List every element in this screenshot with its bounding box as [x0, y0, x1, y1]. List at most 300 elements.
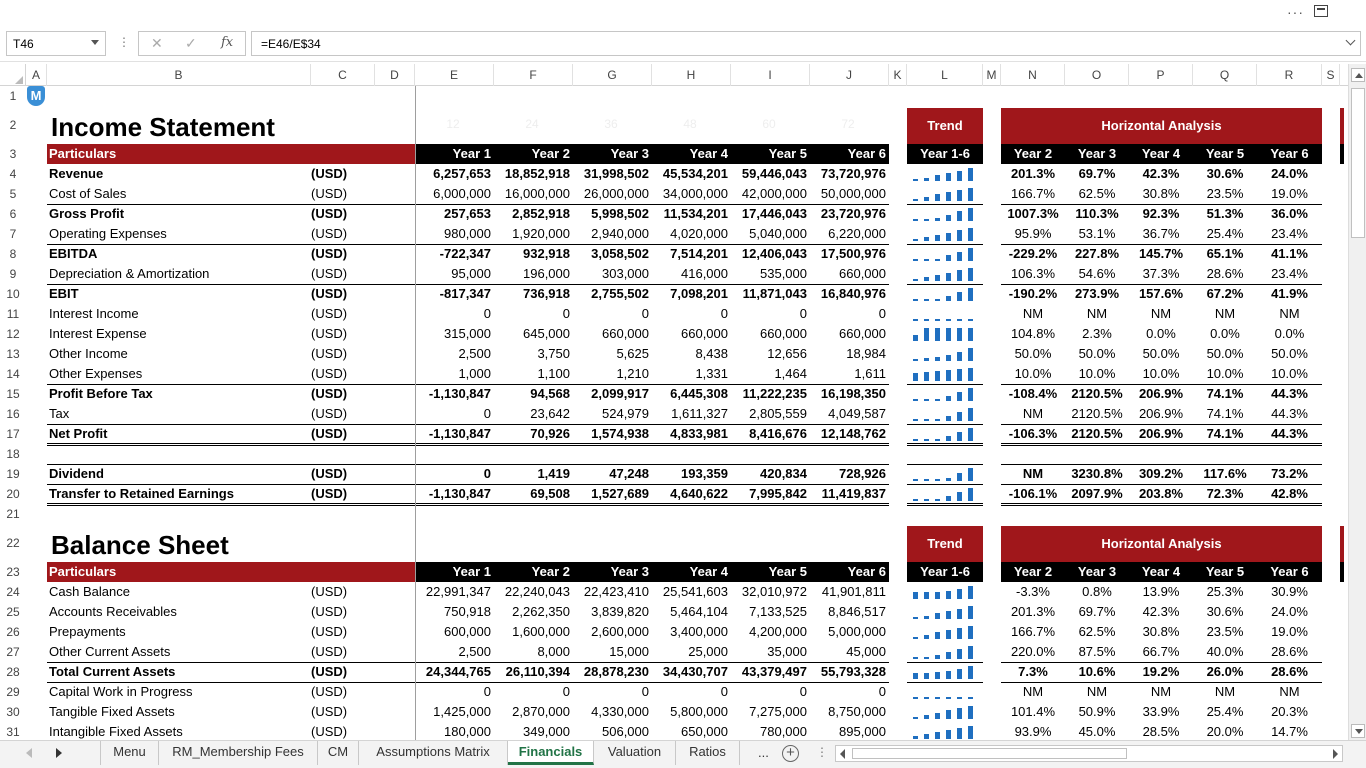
- balance-value-row-29-y3[interactable]: 0: [641, 684, 649, 699]
- balance-value-row-25-y3[interactable]: 3,839,820: [591, 604, 649, 619]
- income-value-row-19-y3[interactable]: 47,248: [609, 466, 649, 481]
- row-header-11[interactable]: 11: [6, 307, 20, 321]
- income-value-row-6-y3[interactable]: 5,998,502: [591, 206, 649, 221]
- balance-ha-row-31-4[interactable]: 28.5%: [1142, 724, 1180, 739]
- balance-value-row-29-y5[interactable]: 0: [799, 684, 807, 699]
- row-header-27[interactable]: 27: [6, 645, 20, 659]
- income-value-row-20-y3[interactable]: 1,527,689: [591, 486, 649, 501]
- balance-ha-row-27-3[interactable]: 87.5%: [1078, 644, 1116, 659]
- balance-label-row-27[interactable]: Other Current Assets: [49, 644, 171, 659]
- income-value-row-7-y3[interactable]: 2,940,000: [591, 226, 649, 241]
- balance-year-2[interactable]: Year 2: [531, 564, 570, 579]
- balance-unit-row-26[interactable]: (USD): [311, 624, 348, 639]
- sheet-tab-financials[interactable]: Financials: [508, 741, 594, 765]
- income-ha-row-4-2[interactable]: 201.3%: [1010, 166, 1056, 181]
- row-header-20[interactable]: 20: [6, 487, 20, 501]
- income-value-row-17-y1[interactable]: -1,130,847: [428, 426, 491, 441]
- income-label-row-12[interactable]: Interest Expense: [49, 326, 147, 341]
- income-ha-row-8-6[interactable]: 41.1%: [1271, 246, 1308, 261]
- balance-ha-row-28-6[interactable]: 28.6%: [1271, 664, 1308, 679]
- income-value-row-9-y5[interactable]: 535,000: [760, 266, 807, 281]
- income-ha-row-9-4[interactable]: 37.3%: [1142, 266, 1180, 281]
- income-ha-row-20-5[interactable]: 72.3%: [1206, 486, 1244, 501]
- income-value-row-7-y2[interactable]: 1,920,000: [512, 226, 570, 241]
- income-value-row-16-y6[interactable]: 4,049,587: [828, 406, 886, 421]
- income-ha-row-20-2[interactable]: -106.1%: [1008, 486, 1058, 501]
- income-value-row-6-y4[interactable]: 11,534,201: [663, 206, 728, 221]
- income-value-row-4-y2[interactable]: 18,852,918: [504, 166, 570, 181]
- income-ha-row-14-3[interactable]: 10.0%: [1078, 366, 1116, 381]
- income-ha-row-14-4[interactable]: 10.0%: [1142, 366, 1180, 381]
- income-ha-row-20-3[interactable]: 2097.9%: [1071, 486, 1123, 501]
- balance-value-row-31-y3[interactable]: 506,000: [602, 724, 649, 739]
- balance-ha-row-29-2[interactable]: NM: [1022, 684, 1044, 699]
- income-ha-row-11-2[interactable]: NM: [1022, 306, 1044, 321]
- income-label-row-17[interactable]: Net Profit: [49, 426, 108, 441]
- income-unit-row-13[interactable]: (USD): [311, 346, 348, 361]
- income-unit-row-17[interactable]: (USD): [311, 426, 348, 441]
- income-value-row-20-y6[interactable]: 11,419,837: [821, 486, 886, 501]
- balance-value-row-30-y4[interactable]: 5,800,000: [670, 704, 728, 719]
- balance-value-row-24-y1[interactable]: 22,991,347: [425, 584, 491, 599]
- income-value-row-5-y5[interactable]: 42,000,000: [741, 186, 807, 201]
- income-ha-row-11-5[interactable]: NM: [1214, 306, 1236, 321]
- balance-value-row-25-y4[interactable]: 5,464,104: [670, 604, 728, 619]
- income-value-row-10-y1[interactable]: -817,347: [439, 286, 491, 301]
- income-ha-row-6-2[interactable]: 1007.3%: [1007, 206, 1059, 221]
- income-ha-row-20-4[interactable]: 203.8%: [1138, 486, 1184, 501]
- row-header-19[interactable]: 19: [6, 467, 20, 481]
- income-year-5[interactable]: Year 5: [768, 146, 807, 161]
- balance-value-row-30-y1[interactable]: 1,425,000: [433, 704, 491, 719]
- balance-value-row-31-y1[interactable]: 180,000: [444, 724, 491, 739]
- balance-value-row-26-y6[interactable]: 5,000,000: [828, 624, 886, 639]
- income-label-row-4[interactable]: Revenue: [49, 166, 104, 181]
- column-header-g[interactable]: G: [573, 64, 652, 86]
- column-header-d[interactable]: D: [375, 64, 415, 86]
- income-value-row-10-y6[interactable]: 16,840,976: [820, 286, 886, 301]
- income-value-row-6-y6[interactable]: 23,720,976: [820, 206, 886, 221]
- income-ha-row-12-5[interactable]: 0.0%: [1210, 326, 1240, 341]
- balance-year-4[interactable]: Year 4: [689, 564, 728, 579]
- balance-value-row-24-y5[interactable]: 32,010,972: [741, 584, 807, 599]
- income-value-row-7-y5[interactable]: 5,040,000: [749, 226, 807, 241]
- income-ha-row-15-4[interactable]: 206.9%: [1138, 386, 1184, 401]
- income-ha-row-14-5[interactable]: 10.0%: [1206, 366, 1244, 381]
- cells-layer[interactable]: [0, 64, 1348, 740]
- sheet-tab-rm-membership-fees[interactable]: RM_Membership Fees: [159, 741, 318, 765]
- income-ha-row-17-5[interactable]: 74.1%: [1206, 426, 1244, 441]
- income-label-row-20[interactable]: Transfer to Retained Earnings: [49, 486, 234, 501]
- balance-unit-row-25[interactable]: (USD): [311, 604, 348, 619]
- income-value-row-19-y2[interactable]: 1,419: [537, 466, 570, 481]
- expand-formula-icon[interactable]: [1346, 36, 1356, 46]
- balance-ha-row-26-2[interactable]: 166.7%: [1010, 624, 1056, 639]
- income-value-row-15-y3[interactable]: 2,099,917: [591, 386, 649, 401]
- balance-value-row-31-y2[interactable]: 349,000: [523, 724, 570, 739]
- balance-value-row-30-y3[interactable]: 4,330,000: [591, 704, 649, 719]
- income-ha-year-5[interactable]: Year 5: [1205, 146, 1245, 161]
- name-box[interactable]: [6, 31, 106, 56]
- income-ha-row-10-6[interactable]: 41.9%: [1271, 286, 1308, 301]
- income-value-row-7-y4[interactable]: 4,020,000: [670, 226, 728, 241]
- income-ha-row-20-6[interactable]: 42.8%: [1271, 486, 1308, 501]
- ribbon-display-icon[interactable]: [1314, 5, 1328, 17]
- income-value-row-10-y5[interactable]: 11,871,043: [742, 286, 807, 301]
- income-ha-row-13-5[interactable]: 50.0%: [1206, 346, 1244, 361]
- balance-ha-row-27-4[interactable]: 66.7%: [1142, 644, 1180, 659]
- balance-ha-row-30-3[interactable]: 50.9%: [1078, 704, 1116, 719]
- income-label-row-6[interactable]: Gross Profit: [49, 206, 125, 221]
- income-unit-row-4[interactable]: (USD): [311, 166, 348, 181]
- balance-value-row-27-y4[interactable]: 25,000: [688, 644, 728, 659]
- next-sheet-icon[interactable]: [56, 748, 62, 758]
- income-ha-row-9-5[interactable]: 28.6%: [1206, 266, 1244, 281]
- income-value-row-13-y4[interactable]: 8,438: [695, 346, 728, 361]
- income-value-row-14-y6[interactable]: 1,611: [854, 366, 886, 381]
- income-value-row-20-y2[interactable]: 69,508: [530, 486, 570, 501]
- income-value-row-17-y4[interactable]: 4,833,981: [670, 426, 728, 441]
- income-value-row-9-y1[interactable]: 95,000: [451, 266, 491, 281]
- column-header-k[interactable]: K: [889, 64, 907, 86]
- income-label-row-15[interactable]: Profit Before Tax: [49, 386, 153, 401]
- add-sheet-icon[interactable]: +: [782, 745, 799, 762]
- row-header-9[interactable]: 9: [9, 267, 17, 281]
- scroll-right-icon[interactable]: [1333, 749, 1338, 759]
- income-ha-row-8-5[interactable]: 65.1%: [1206, 246, 1244, 261]
- income-ha-row-12-4[interactable]: 0.0%: [1146, 326, 1176, 341]
- row-header-13[interactable]: 13: [6, 347, 20, 361]
- income-value-row-16-y3[interactable]: 524,979: [602, 406, 649, 421]
- income-ha-row-19-4[interactable]: 309.2%: [1138, 466, 1184, 481]
- income-value-row-19-y6[interactable]: 728,926: [839, 466, 886, 481]
- row-header-16[interactable]: 16: [6, 407, 20, 421]
- income-value-row-16-y1[interactable]: 0: [483, 406, 491, 421]
- row-header-24[interactable]: 24: [6, 585, 20, 599]
- income-ha-row-13-4[interactable]: 50.0%: [1142, 346, 1180, 361]
- balance-year-6[interactable]: Year 6: [847, 564, 886, 579]
- balance-value-row-31-y5[interactable]: 780,000: [760, 724, 807, 739]
- income-unit-row-16[interactable]: (USD): [311, 406, 348, 421]
- income-ha-row-9-2[interactable]: 106.3%: [1010, 266, 1056, 281]
- balance-value-row-25-y6[interactable]: 8,846,517: [828, 604, 886, 619]
- column-header-s[interactable]: S: [1322, 64, 1340, 86]
- income-label-row-16[interactable]: Tax: [49, 406, 70, 421]
- income-unit-row-11[interactable]: (USD): [311, 306, 348, 321]
- cancel-icon[interactable]: ✕: [151, 35, 163, 51]
- balance-ha-row-31-3[interactable]: 45.0%: [1078, 724, 1116, 739]
- balance-value-row-26-y5[interactable]: 4,200,000: [749, 624, 807, 639]
- income-value-row-15-y6[interactable]: 16,198,350: [820, 386, 886, 401]
- income-value-row-12-y5[interactable]: 660,000: [760, 326, 807, 341]
- income-ha-row-19-6[interactable]: 73.2%: [1271, 466, 1308, 481]
- row-header-1[interactable]: 1: [9, 89, 17, 103]
- column-header-l[interactable]: L: [907, 64, 983, 86]
- income-ha-row-13-3[interactable]: 50.0%: [1078, 346, 1116, 361]
- row-header-28[interactable]: 28: [6, 665, 20, 679]
- income-ha-row-5-4[interactable]: 30.8%: [1142, 186, 1180, 201]
- income-value-row-6-y1[interactable]: 257,653: [444, 206, 491, 221]
- income-ha-row-19-5[interactable]: 117.6%: [1203, 466, 1247, 481]
- balance-unit-row-29[interactable]: (USD): [311, 684, 348, 699]
- income-title[interactable]: Income Statement: [51, 112, 275, 142]
- income-label-row-9[interactable]: Depreciation & Amortization: [49, 266, 210, 281]
- insert-function-icon[interactable]: fx: [221, 35, 234, 50]
- faint-period-72[interactable]: 72: [841, 117, 855, 131]
- income-value-row-11-y2[interactable]: 0: [562, 306, 570, 321]
- balance-unit-row-27[interactable]: (USD): [311, 644, 348, 659]
- balance-ha-row-27-2[interactable]: 220.0%: [1010, 644, 1056, 659]
- income-value-row-4-y6[interactable]: 73,720,976: [820, 166, 886, 181]
- income-ha-row-6-4[interactable]: 92.3%: [1142, 206, 1180, 221]
- faint-period-60[interactable]: 60: [762, 117, 776, 131]
- income-ha-row-4-3[interactable]: 69.7%: [1078, 166, 1116, 181]
- column-header-f[interactable]: F: [494, 64, 573, 86]
- income-value-row-11-y1[interactable]: 0: [483, 306, 491, 321]
- balance-ha-row-31-5[interactable]: 20.0%: [1206, 724, 1244, 739]
- balance-value-row-25-y1[interactable]: 750,918: [444, 604, 491, 619]
- tab-splitter-icon[interactable]: ⋮: [816, 745, 828, 759]
- row-header-18[interactable]: 18: [6, 447, 20, 461]
- balance-ha-row-25-4[interactable]: 42.3%: [1142, 604, 1180, 619]
- income-value-row-14-y1[interactable]: 1,000: [458, 366, 491, 381]
- income-ha-row-13-2[interactable]: 50.0%: [1014, 346, 1052, 361]
- income-ha-row-10-3[interactable]: 273.9%: [1074, 286, 1120, 301]
- income-label-row-14[interactable]: Other Expenses: [49, 366, 143, 381]
- balance-ha-row-28-2[interactable]: 7.3%: [1018, 664, 1048, 679]
- row-header-12[interactable]: 12: [6, 327, 20, 341]
- income-unit-row-14[interactable]: (USD): [311, 366, 348, 381]
- balance-unit-row-30[interactable]: (USD): [311, 704, 348, 719]
- income-value-row-16-y2[interactable]: 23,642: [530, 406, 570, 421]
- balance-ha-year-6[interactable]: Year 6: [1270, 564, 1309, 579]
- balance-value-row-30-y6[interactable]: 8,750,000: [828, 704, 886, 719]
- balance-unit-row-28[interactable]: (USD): [311, 664, 348, 679]
- balance-ha-row-30-5[interactable]: 25.4%: [1206, 704, 1244, 719]
- income-value-row-14-y2[interactable]: 1,100: [537, 366, 570, 381]
- income-ha-row-8-3[interactable]: 227.8%: [1074, 246, 1120, 261]
- balance-ha-row-24-5[interactable]: 25.3%: [1206, 584, 1244, 599]
- income-value-row-11-y6[interactable]: 0: [878, 306, 886, 321]
- column-header-e[interactable]: E: [415, 64, 494, 86]
- balance-label-row-30[interactable]: Tangible Fixed Assets: [49, 704, 175, 719]
- balance-ha-row-25-3[interactable]: 69.7%: [1078, 604, 1116, 619]
- income-label-row-5[interactable]: Cost of Sales: [49, 186, 127, 201]
- horizontal-scrollbar[interactable]: [835, 745, 1343, 762]
- row-header-23[interactable]: 23: [6, 565, 20, 579]
- balance-unit-row-31[interactable]: (USD): [311, 724, 348, 739]
- income-ha-year-6[interactable]: Year 6: [1270, 146, 1309, 161]
- prev-sheet-icon[interactable]: [26, 748, 32, 758]
- row-header-31[interactable]: 31: [6, 725, 20, 739]
- scroll-left-icon[interactable]: [840, 749, 845, 759]
- balance-unit-row-24[interactable]: (USD): [311, 584, 348, 599]
- income-value-row-17-y6[interactable]: 12,148,762: [820, 426, 886, 441]
- income-ha-row-7-5[interactable]: 25.4%: [1206, 226, 1244, 241]
- income-ha-year-2[interactable]: Year 2: [1013, 146, 1053, 161]
- balance-ha-row-28-4[interactable]: 19.2%: [1142, 664, 1180, 679]
- income-ha-year-4[interactable]: Year 4: [1141, 146, 1181, 161]
- scroll-up-icon[interactable]: [1351, 68, 1365, 82]
- income-label-row-13[interactable]: Other Income: [49, 346, 128, 361]
- income-ha-row-4-4[interactable]: 42.3%: [1142, 166, 1180, 181]
- income-value-row-19-y4[interactable]: 193,359: [681, 466, 728, 481]
- income-value-row-6-y2[interactable]: 2,852,918: [512, 206, 570, 221]
- income-ha-row-15-6[interactable]: 44.3%: [1271, 386, 1308, 401]
- vertical-scroll-thumb[interactable]: [1351, 88, 1365, 238]
- scroll-down-icon[interactable]: [1351, 724, 1365, 738]
- income-value-row-11-y4[interactable]: 0: [720, 306, 728, 321]
- income-ha-row-5-5[interactable]: 23.5%: [1206, 186, 1244, 201]
- enter-icon[interactable]: ✓: [185, 35, 197, 51]
- balance-value-row-24-y4[interactable]: 25,541,603: [662, 584, 728, 599]
- balance-value-row-30-y2[interactable]: 2,870,000: [512, 704, 570, 719]
- income-label-row-8[interactable]: EBITDA: [49, 246, 98, 261]
- balance-year-5[interactable]: Year 5: [768, 564, 807, 579]
- income-value-row-13-y6[interactable]: 18,984: [846, 346, 886, 361]
- income-ha-row-19-2[interactable]: NM: [1022, 466, 1044, 481]
- row-header-14[interactable]: 14: [6, 367, 20, 381]
- balance-ha-row-24-3[interactable]: 0.8%: [1082, 584, 1112, 599]
- income-ha-row-17-4[interactable]: 206.9%: [1138, 426, 1184, 441]
- balance-ha-row-25-5[interactable]: 30.6%: [1206, 604, 1244, 619]
- income-value-row-5-y6[interactable]: 50,000,000: [820, 186, 886, 201]
- income-label-row-10[interactable]: EBIT: [49, 286, 79, 301]
- column-header-a[interactable]: A: [26, 64, 47, 86]
- balance-value-row-25-y5[interactable]: 7,133,525: [749, 604, 807, 619]
- balance-value-row-28-y5[interactable]: 43,379,497: [741, 664, 807, 679]
- balance-value-row-27-y3[interactable]: 15,000: [609, 644, 649, 659]
- balance-year-1[interactable]: Year 1: [452, 564, 491, 579]
- income-ha-row-16-6[interactable]: 44.3%: [1271, 406, 1308, 421]
- row-header-17[interactable]: 17: [6, 427, 20, 441]
- balance-value-row-27-y1[interactable]: 2,500: [458, 644, 491, 659]
- income-ha-row-5-6[interactable]: 19.0%: [1271, 186, 1308, 201]
- row-header-25[interactable]: 25: [6, 605, 20, 619]
- income-value-row-9-y6[interactable]: 660,000: [839, 266, 886, 281]
- row-header-21[interactable]: 21: [6, 507, 20, 521]
- income-value-row-8-y2[interactable]: 932,918: [523, 246, 570, 261]
- income-label-row-19[interactable]: Dividend: [49, 466, 104, 481]
- sheet-tab-cm[interactable]: CM: [318, 741, 359, 765]
- balance-ha-year-5[interactable]: Year 5: [1205, 564, 1245, 579]
- income-year-3[interactable]: Year 3: [610, 146, 649, 161]
- income-unit-row-7[interactable]: (USD): [311, 226, 348, 241]
- income-ha-row-8-2[interactable]: -229.2%: [1008, 246, 1058, 261]
- balance-ha-row-25-2[interactable]: 201.3%: [1010, 604, 1056, 619]
- income-value-row-8-y1[interactable]: -722,347: [439, 246, 491, 261]
- income-value-row-15-y4[interactable]: 6,445,308: [670, 386, 728, 401]
- income-unit-row-9[interactable]: (USD): [311, 266, 348, 281]
- row-header-30[interactable]: 30: [6, 705, 20, 719]
- column-header-q[interactable]: Q: [1193, 64, 1257, 86]
- balance-ha-year-3[interactable]: Year 3: [1077, 564, 1117, 579]
- income-value-row-10-y3[interactable]: 2,755,502: [591, 286, 649, 301]
- income-unit-row-12[interactable]: (USD): [311, 326, 348, 341]
- column-header-o[interactable]: O: [1065, 64, 1129, 86]
- income-value-row-14-y3[interactable]: 1,210: [616, 366, 649, 381]
- income-ha-row-16-4[interactable]: 206.9%: [1138, 406, 1184, 421]
- income-value-row-8-y3[interactable]: 3,058,502: [591, 246, 649, 261]
- income-ha-row-14-2[interactable]: 10.0%: [1014, 366, 1052, 381]
- income-value-row-14-y5[interactable]: 1,464: [774, 366, 807, 381]
- balance-ha-row-31-2[interactable]: 93.9%: [1014, 724, 1052, 739]
- income-ha-row-16-5[interactable]: 74.1%: [1206, 406, 1244, 421]
- balance-value-row-24-y3[interactable]: 22,423,410: [583, 584, 649, 599]
- balance-value-row-29-y1[interactable]: 0: [483, 684, 491, 699]
- income-ha-row-7-4[interactable]: 36.7%: [1142, 226, 1180, 241]
- faint-period-12[interactable]: 12: [446, 117, 460, 131]
- balance-value-row-29-y6[interactable]: 0: [878, 684, 886, 699]
- balance-value-row-27-y2[interactable]: 8,000: [537, 644, 570, 659]
- faint-period-48[interactable]: 48: [683, 117, 697, 131]
- income-value-row-5-y1[interactable]: 6,000,000: [433, 186, 491, 201]
- income-year-1[interactable]: Year 1: [452, 146, 491, 161]
- row-header-7[interactable]: 7: [9, 227, 17, 241]
- income-ha-row-7-6[interactable]: 23.4%: [1271, 226, 1308, 241]
- balance-value-row-27-y5[interactable]: 35,000: [767, 644, 807, 659]
- income-unit-row-15[interactable]: (USD): [311, 386, 348, 401]
- faint-period-24[interactable]: 24: [525, 117, 539, 131]
- income-value-row-4-y4[interactable]: 45,534,201: [662, 166, 728, 181]
- column-header-j[interactable]: J: [810, 64, 889, 86]
- income-ha-row-15-2[interactable]: -108.4%: [1008, 386, 1058, 401]
- row-header-26[interactable]: 26: [6, 625, 20, 639]
- income-ha-row-7-3[interactable]: 53.1%: [1078, 226, 1116, 241]
- income-value-row-9-y4[interactable]: 416,000: [681, 266, 728, 281]
- balance-value-row-24-y2[interactable]: 22,240,043: [504, 584, 570, 599]
- income-ha-row-8-4[interactable]: 145.7%: [1138, 246, 1184, 261]
- income-ha-row-5-3[interactable]: 62.5%: [1078, 186, 1116, 201]
- balance-value-row-26-y4[interactable]: 3,400,000: [670, 624, 728, 639]
- income-ha-row-4-6[interactable]: 24.0%: [1271, 166, 1308, 181]
- income-value-row-17-y3[interactable]: 1,574,938: [591, 426, 649, 441]
- balance-ha-row-29-6[interactable]: NM: [1279, 684, 1300, 699]
- row-header-3[interactable]: 3: [9, 147, 17, 161]
- income-value-row-14-y4[interactable]: 1,331: [695, 366, 728, 381]
- income-value-row-15-y1[interactable]: -1,130,847: [428, 386, 491, 401]
- income-value-row-6-y5[interactable]: 17,446,043: [741, 206, 807, 221]
- balance-ha-row-24-6[interactable]: 30.9%: [1271, 584, 1308, 599]
- income-value-row-8-y5[interactable]: 12,406,043: [741, 246, 807, 261]
- balance-value-row-30-y5[interactable]: 7,275,000: [749, 704, 807, 719]
- income-ha-row-14-6[interactable]: 10.0%: [1271, 366, 1308, 381]
- more-sheets[interactable]: ...: [758, 745, 769, 760]
- income-value-row-19-y5[interactable]: 420,834: [760, 466, 807, 481]
- column-header-c[interactable]: C: [311, 64, 375, 86]
- balance-ha-row-27-6[interactable]: 28.6%: [1271, 644, 1308, 659]
- balance-value-row-29-y2[interactable]: 0: [562, 684, 570, 699]
- income-ha-row-11-3[interactable]: NM: [1086, 306, 1108, 321]
- income-value-row-12-y1[interactable]: 315,000: [444, 326, 491, 341]
- balance-ha-row-25-6[interactable]: 24.0%: [1271, 604, 1308, 619]
- balance-title[interactable]: Balance Sheet: [51, 530, 229, 560]
- balance-label-row-31[interactable]: Intangible Fixed Assets: [49, 724, 183, 739]
- sheet-tab-valuation[interactable]: Valuation: [594, 741, 676, 765]
- row-header-15[interactable]: 15: [6, 387, 20, 401]
- balance-value-row-31-y6[interactable]: 895,000: [839, 724, 886, 739]
- income-ha-row-13-6[interactable]: 50.0%: [1271, 346, 1308, 361]
- income-unit-row-20[interactable]: (USD): [311, 486, 348, 501]
- income-unit-row-19[interactable]: (USD): [311, 466, 348, 481]
- income-ha-row-12-2[interactable]: 104.8%: [1010, 326, 1056, 341]
- balance-value-row-26-y2[interactable]: 1,600,000: [512, 624, 570, 639]
- income-ha-row-10-2[interactable]: -190.2%: [1008, 286, 1058, 301]
- column-header-i[interactable]: I: [731, 64, 810, 86]
- income-value-row-9-y3[interactable]: 303,000: [602, 266, 649, 281]
- income-unit-row-6[interactable]: (USD): [311, 206, 348, 221]
- income-value-row-10-y2[interactable]: 736,918: [523, 286, 570, 301]
